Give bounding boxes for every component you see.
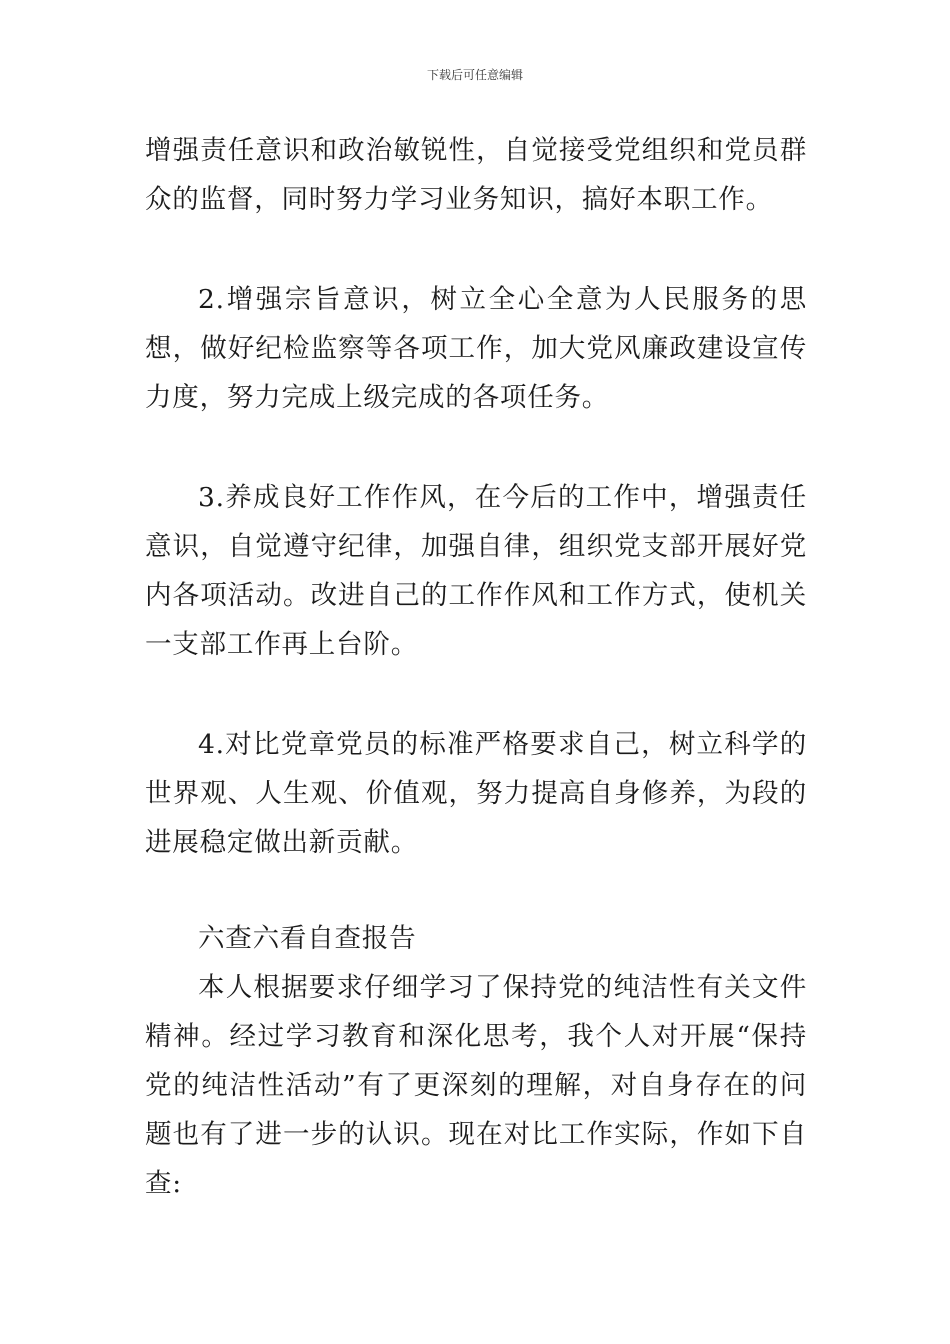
section-heading: 六查六看自查报告 — [198, 923, 417, 954]
paragraph-item-3: 3.养成良好工作作风，在今后的工作中，增强责任意识，自觉遵守纪律，加强自律，组织党支部开展好党内各项活动。改进自己的工作作风和工作方式，使机关一支部工作再上台阶。 — [145, 482, 807, 660]
document-body — [145, 126, 807, 1208]
header-note: 下载后可任意编辑 — [426, 68, 523, 82]
paragraph-continuation: 增强责任意识和政治敏锐性，自觉接受党组织和党员群众的监督，同时努力学习业务知识，搞好本职工作。 — [145, 135, 807, 215]
paragraph-report-intro: 本人根据要求仔细学习了保持党的纯洁性有关文件精神。经过学习教育和深化思考，我个人对开展“保持党的纯洁性活动”有了更深刻的理解，对自身存在的问题也有了进一步的认识。现在对比工作实际，作如下自查: — [145, 972, 807, 1199]
paragraph-item-4: 4.对比党章党员的标准严格要求自己，树立科学的世界观、人生观、价值观，努力提高自身修养，为段的进展稳定做出新贡献。 — [145, 729, 807, 858]
paragraph-item-2: 2.增强宗旨意识，树立全心全意为人民服务的思想，做好纪检监察等各项工作，加大党风廉政建设宣传力度，努力完成上级完成的各项任务。 — [145, 284, 807, 413]
